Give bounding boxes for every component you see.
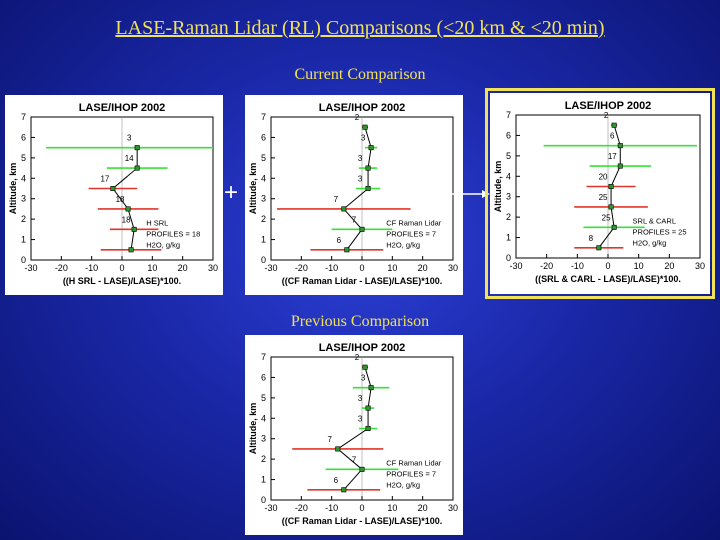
x-tick-label: 0 [605,261,611,271]
data-point [126,207,130,211]
count-label: 7 [351,455,357,465]
count-label: 20 [598,172,608,182]
x-tick-label: -30 [264,503,278,513]
x-tick-label: 0 [359,263,365,273]
y-tick-label: 4 [505,171,511,182]
y-tick-label: 2 [20,214,26,225]
x-tick-label: -20 [294,263,308,273]
y-tick-label: 1 [260,474,266,485]
x-tick-label: -10 [325,263,339,273]
count-label: 3 [360,373,366,383]
x-tick-label: 30 [207,263,219,273]
x-tick-label: 10 [387,503,398,513]
count-label: 3 [360,133,366,143]
count-label: 14 [124,154,134,164]
x-tick-label: -10 [570,261,584,271]
y-tick-label: 0 [505,253,511,263]
legend-entry: H2O, g/kg [386,480,421,490]
data-point [111,186,115,190]
count-label: 6 [336,235,342,245]
y-tick-label: 1 [505,232,511,243]
count-label: 25 [598,192,608,202]
x-tick-label: 0 [359,503,365,513]
data-point [342,207,346,211]
current-comparison-label: Current Comparison [294,66,426,83]
count-label: 8 [588,233,594,243]
x-tick-label: 20 [177,263,188,273]
count-label: 2 [354,353,360,363]
y-tick-label: 2 [260,454,266,465]
y-tick-label: 2 [505,212,511,223]
y-axis-label: Altitude, km [248,162,258,215]
y-tick-label: 1 [260,234,266,245]
x-axis-label: ((H SRL - LASE)/LASE)*100. [62,276,182,286]
x-tick-label: 20 [664,261,675,271]
legend-entry: CF Raman Lidar [386,458,442,468]
arrow-icon [430,188,490,202]
chart-title: LASE/IHOP 2002 [78,102,166,114]
data-point [369,145,373,149]
data-point [363,125,367,129]
y-tick-label: 0 [20,255,26,265]
data-point [366,406,370,410]
chart-title: LASE/IHOP 2002 [564,100,652,112]
count-label: 25 [601,213,611,223]
y-tick-label: 4 [260,173,266,184]
y-tick-label: 5 [260,152,266,163]
y-axis-label: Altitude, km [493,160,503,213]
legend-entry: PROFILES = 7 [386,469,437,479]
y-tick-label: 7 [20,112,26,122]
count-label: 2 [354,113,360,123]
count-label: 3 [357,154,363,164]
legend-entry: PROFILES = 25 [632,227,687,237]
y-tick-label: 3 [20,193,26,204]
data-point [366,166,370,170]
hsrl-chart [5,95,223,295]
y-tick-label: 7 [260,112,266,122]
data-point [363,365,367,369]
cf-previous-chart [245,335,463,535]
y-tick-label: 7 [505,110,511,120]
legend-entry: H2O, g/kg [386,240,421,250]
x-tick-label: -20 [540,261,554,271]
count-label: 17 [100,174,110,184]
count-label: 18 [121,215,131,225]
count-label: 7 [333,194,339,204]
legend-entry: H2O, g/kg [632,238,667,248]
data-point [360,467,364,471]
x-tick-label: 10 [387,263,398,273]
count-label: 3 [357,174,363,184]
plus-symbol: + [224,179,239,206]
slide-title: LASE-Raman Lidar (RL) Comparisons (<20 km & <20 min) [115,17,605,39]
data-point [135,145,139,149]
y-tick-label: 6 [260,132,266,143]
legend-entry: CF Raman Lidar [386,218,442,228]
data-point [132,227,136,231]
x-tick-label: 20 [417,263,428,273]
legend-entry: SRL & CARL [632,216,677,226]
x-tick-label: -20 [294,503,308,513]
y-tick-label: 5 [260,392,266,403]
y-axis-label: Altitude, km [8,162,18,215]
legend-entry: PROFILES = 7 [386,229,437,239]
x-axis-label: ((SRL & CARL - LASE)/LASE)*100. [535,274,681,284]
count-label: 3 [126,133,132,143]
data-point [360,227,364,231]
y-tick-label: 3 [505,191,511,202]
x-tick-label: 30 [447,263,459,273]
chart-panel-cf-previous [245,335,463,535]
count-label: 7 [327,434,332,444]
chart-title: LASE/IHOP 2002 [318,102,406,114]
y-tick-label: 3 [260,433,266,444]
data-point [369,385,373,389]
x-tick-label: 0 [119,263,125,273]
legend-entry: H2O, g/kg [146,240,181,250]
count-label: 17 [607,152,617,162]
y-tick-label: 0 [260,495,266,505]
y-tick-label: 2 [260,214,266,225]
data-point [342,488,346,492]
y-axis-label: Altitude, km [248,402,258,455]
legend-entry: PROFILES = 18 [146,229,201,239]
x-axis-label: ((CF Raman Lidar - LASE)/LASE)*100. [281,276,443,286]
data-point [336,447,340,451]
count-label: 7 [351,215,357,225]
count-label: 2 [603,111,609,121]
y-tick-label: 7 [260,352,266,362]
x-tick-label: -30 [24,263,38,273]
previous-comparison-label: Previous Comparison [290,313,430,330]
y-tick-label: 5 [20,152,26,163]
x-axis-label: ((CF Raman Lidar - LASE)/LASE)*100. [281,516,443,526]
y-tick-label: 5 [505,150,511,161]
legend-entry: H SRL [146,218,169,228]
y-tick-label: 0 [260,255,266,265]
y-tick-label: 6 [20,132,26,143]
data-point [135,166,139,170]
y-tick-label: 6 [505,130,511,141]
data-point [366,426,370,430]
highlight-frame [485,88,715,299]
x-tick-label: 20 [417,503,428,513]
x-tick-label: -20 [54,263,68,273]
y-tick-label: 3 [260,193,266,204]
count-label: 3 [357,414,363,424]
x-tick-label: -30 [509,261,523,271]
x-tick-label: 10 [147,263,158,273]
data-point [345,248,349,252]
x-tick-label: 30 [694,261,706,271]
x-tick-label: 30 [447,503,459,513]
y-tick-label: 4 [260,413,266,424]
y-tick-label: 4 [20,173,26,184]
count-label: 18 [115,194,125,204]
x-tick-label: 10 [633,261,644,271]
count-label: 6 [333,475,339,485]
x-tick-label: -30 [264,263,278,273]
data-point [366,186,370,190]
chart-title: LASE/IHOP 2002 [318,342,406,354]
count-label: 6 [610,131,615,141]
data-point [129,248,133,252]
chart-panel-hsrl [5,95,223,295]
count-label: 3 [357,394,363,404]
y-tick-label: 6 [260,372,266,383]
y-tick-label: 1 [20,234,26,245]
x-tick-label: -10 [325,503,339,513]
x-tick-label: -10 [85,263,99,273]
